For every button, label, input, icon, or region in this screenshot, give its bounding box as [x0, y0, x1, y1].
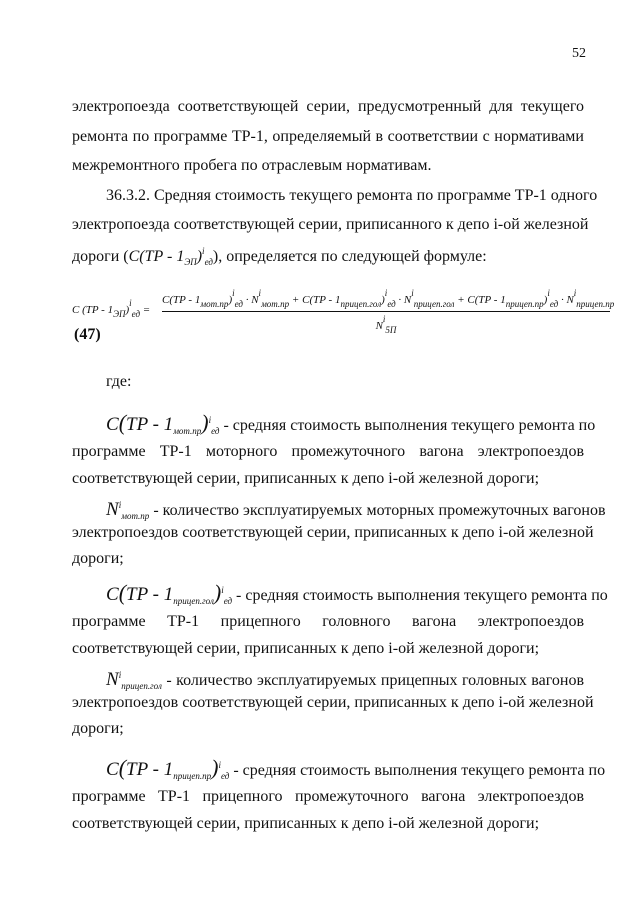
intro-line: электропоезда соответствующей серии, предусмотренный для текущего: [72, 98, 584, 115]
formula-lhs: C $(TP - 1_{ЭП})^i_{ед}$ =: [72, 298, 151, 319]
definition-line: дороги;: [72, 550, 124, 567]
cost-symbol-trailer-head: $C(TP - 1_{прицеп.гол})^i_{ед}$: [106, 580, 233, 606]
where-label: где:: [106, 373, 132, 390]
intro-line: межремонтного пробега по отраслевым нормативам.: [72, 157, 432, 174]
page-number: 52: [572, 46, 586, 61]
definition-line: программе ТР-1 прицепного промежуточного вагона электропоездов: [72, 788, 584, 805]
definition-line: соответствующей серии, приписанных к депо i-ой железной дороги;: [72, 470, 540, 487]
cost-symbol-motor: $C(TP - 1_{мот.пр})^i_{ед}$: [106, 410, 220, 436]
intro-line: ремонта по программе ТР-1, определяемый в соответствии с нормативами: [72, 128, 584, 145]
definition-line: программе ТР-1 прицепного головного вагона электропоездов: [72, 613, 584, 630]
definition-line: электропоездов соответствующей серии, приписанных к депо i-ой железной: [72, 524, 594, 541]
equation-number: (47): [74, 326, 101, 343]
section-line: электропоезда соответствующей серии, приписанного к депо i-ой железной: [72, 216, 589, 233]
definition-line: электропоездов соответствующей серии, приписанных к депо i-ой железной: [72, 694, 594, 711]
formula-numerator: $C(TP - 1_{мот.пр})^i_{ед} \cdot N^i_{мот.пр} + C(TP - 1_{прицеп.гол})^i_{ед} \cdot N^i_{прицеп.гол} + C(TP - 1_{прицеп.пр})^i_{ед} \cdot N^i_{прицеп.пр}$: [162, 288, 610, 312]
definition-first-line: $C(TP - 1_{прицеп.гол})^i_{ед}$ - средняя стоимость выполнения текущего ремонта по: [106, 580, 608, 606]
formula-47: [72, 288, 615, 340]
definition-line: соответствующей серии, приписанных к депо i-ой железной дороги;: [72, 815, 540, 832]
definition-first-line: $C(TP - 1_{прицеп.пр})^i_{ед}$ - средняя стоимость выполнения текущего ремонта по: [106, 755, 606, 781]
definition-first-line: $N^i_{прицеп.гол}$ - количество эксплуатируемых прицепных головных вагонов: [106, 669, 584, 691]
definition-line: соответствующей серии, приписанных к депо i-ой железной дороги;: [72, 640, 540, 657]
inline-cost-symbol: $C(TP - 1_{ЭП})^i_{ед}$: [128, 246, 213, 267]
definition-first-line: $N^i_{мот.пр}$ - количество эксплуатируемых моторных промежуточных вагонов: [106, 499, 606, 521]
definition-line: дороги;: [72, 720, 124, 737]
count-symbol-motor: $N^i_{мот.пр}$: [106, 499, 150, 521]
cost-symbol-trailer-intermediate: $C(TP - 1_{прицеп.пр})^i_{ед}$: [106, 755, 230, 781]
count-symbol-trailer-head: $N^i_{прицеп.гол}$: [106, 669, 162, 691]
section-heading-line: 36.3.2. Средняя стоимость текущего ремонта по программе ТР-1 одного: [106, 187, 598, 204]
definition-first-line: $C(TP - 1_{мот.пр})^i_{ед}$ - средняя стоимость выполнения текущего ремонта по: [106, 410, 596, 436]
definition-line: программе ТР-1 моторного промежуточного вагона электропоездов: [72, 443, 584, 460]
section-line-with-symbol: дороги $(C(TP - 1_{ЭП})^i_{ед})$, определяется по следующей формуле:: [72, 246, 487, 267]
formula-denominator: $N^i_{5П}$: [375, 314, 397, 335]
formula-fraction: [162, 288, 615, 335]
